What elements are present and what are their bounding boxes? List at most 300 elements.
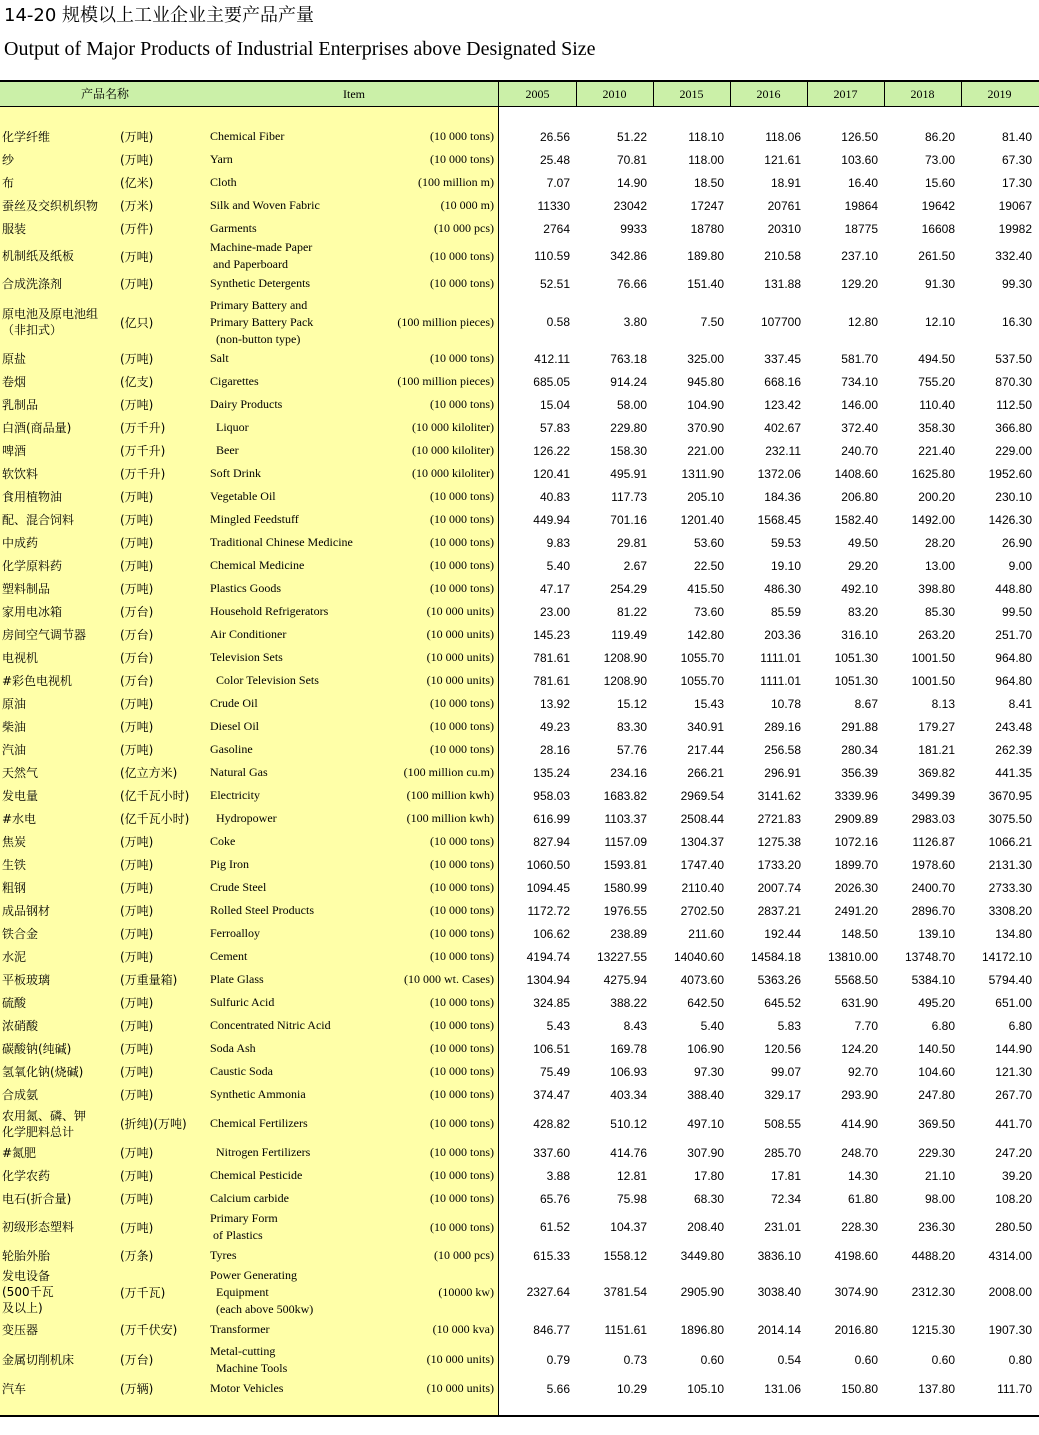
value-cell: 184.36 <box>764 489 801 504</box>
unit-zh: (万台) <box>120 628 154 642</box>
value-cell: 8.41 <box>1008 696 1032 711</box>
unit-zh: (万吨) <box>120 996 154 1010</box>
unit-en: (10 000 tons) <box>430 719 494 733</box>
product-name-en: Crude Steel <box>210 880 267 894</box>
value-cell: 169.78 <box>610 1041 647 1056</box>
unit-en: (10 000 tons) <box>430 152 494 166</box>
product-name-zh: 焦炭 <box>2 834 27 849</box>
value-cell: 1580.99 <box>603 880 647 895</box>
value-cell: 3339.96 <box>834 788 878 803</box>
value-cell: 958.03 <box>533 788 570 803</box>
value-cell: 388.40 <box>687 1087 724 1102</box>
value-cell: 3.80 <box>623 315 647 329</box>
unit-zh: (万吨) <box>120 927 154 941</box>
product-name-en: Cloth <box>210 175 237 189</box>
value-cell: 1978.60 <box>911 857 955 872</box>
product-name-zh: 蚕丝及交织机织物 <box>2 198 99 213</box>
value-cell: 1582.40 <box>834 512 878 527</box>
value-cell: 23.00 <box>539 604 570 619</box>
product-name-en: Garments <box>210 221 257 235</box>
product-name-zh: #氮肥 <box>2 1145 37 1160</box>
value-cell: 5.40 <box>700 1018 724 1033</box>
value-cell: 17.81 <box>770 1168 801 1183</box>
unit-en: (100 million kwh) <box>406 811 494 825</box>
product-name-zh: 家用电冰箱 <box>2 604 63 619</box>
table-row <box>0 370 1039 393</box>
unit-en: (10 000 units) <box>426 1381 494 1395</box>
value-cell: 755.20 <box>918 374 955 389</box>
value-cell: 296.91 <box>764 765 801 780</box>
product-name-zh: 粗钢 <box>2 880 27 895</box>
unit-en: (10 000 tons) <box>430 1116 494 1130</box>
table-row <box>0 577 1039 600</box>
value-cell: 495.91 <box>610 466 647 481</box>
unit-zh: (万台) <box>120 605 154 619</box>
value-cell: 1094.45 <box>526 880 570 895</box>
value-cell: 200.20 <box>918 489 955 504</box>
unit-zh: (万台) <box>120 651 154 665</box>
value-cell: 9.83 <box>546 535 570 550</box>
table-row <box>0 830 1039 853</box>
product-name-zh: 服装 <box>2 221 27 236</box>
value-cell: 40.83 <box>539 489 570 504</box>
unit-en: (10 000 tons) <box>430 535 494 549</box>
unit-zh: (万吨) <box>120 1220 154 1235</box>
table-row <box>0 272 1039 295</box>
value-cell: 28.20 <box>924 535 955 550</box>
value-cell: 19982 <box>998 221 1032 236</box>
unit-zh: (万千升) <box>120 444 166 458</box>
unit-en: (100 million kwh) <box>406 788 494 802</box>
value-cell: 49.50 <box>847 535 878 550</box>
value-cell: 2131.30 <box>988 857 1032 872</box>
unit-zh: (万吨) <box>120 249 154 264</box>
unit-zh: (亿支) <box>120 375 154 389</box>
value-cell: 1372.06 <box>757 466 801 481</box>
value-cell: 0.58 <box>546 315 570 329</box>
value-cell: 131.88 <box>764 276 801 291</box>
value-cell: 1208.90 <box>603 650 647 665</box>
unit-zh: (万吨) <box>120 398 154 412</box>
product-name-en: Color Television Sets <box>210 673 319 687</box>
value-cell: 0.54 <box>777 1352 801 1367</box>
value-cell: 668.16 <box>764 374 801 389</box>
unit-zh: (万条) <box>120 1249 154 1263</box>
unit-zh: (万台) <box>120 1353 154 1367</box>
unit-en: (10 000 units) <box>426 650 494 664</box>
value-cell: 67.30 <box>1001 152 1032 167</box>
value-cell: 5.43 <box>546 1018 570 1033</box>
header-year-divider <box>961 82 962 106</box>
value-cell: 135.24 <box>533 765 570 780</box>
product-name-zh: 平板玻璃 <box>2 972 51 987</box>
product-name-en: Concentrated Nitric Acid <box>210 1018 331 1032</box>
unit-zh: (亿米) <box>120 176 154 190</box>
table-row <box>0 416 1039 439</box>
value-cell: 236.30 <box>918 1220 955 1234</box>
value-cell: 1111.01 <box>760 673 801 688</box>
unit-en: (10 000 tons) <box>430 558 494 572</box>
value-cell: 3074.90 <box>834 1285 878 1299</box>
value-cell: 2110.40 <box>681 880 724 895</box>
product-name-en: Household Refrigerators <box>210 604 329 618</box>
value-cell: 1311.90 <box>681 466 724 481</box>
value-cell: 2702.50 <box>680 903 724 918</box>
value-cell: 248.70 <box>841 1145 878 1160</box>
product-name-zh: 浓硝酸 <box>2 1018 39 1033</box>
value-cell: 1952.60 <box>988 466 1032 481</box>
unit-en: (10 000 tons) <box>430 834 494 848</box>
table-row <box>0 1164 1039 1187</box>
product-name-zh: 农用氮、磷、钾 化学肥料总计 <box>2 1108 87 1139</box>
product-name-en: Motor Vehicles <box>210 1381 284 1395</box>
value-cell: 14.90 <box>616 175 647 190</box>
table-row <box>0 347 1039 370</box>
value-cell: 2909.89 <box>834 811 878 826</box>
product-name-zh: 氢氧化钠(烧碱) <box>2 1064 84 1079</box>
unit-en: (10 000 tons) <box>430 1018 494 1032</box>
product-name-zh: 电视机 <box>2 650 39 665</box>
value-cell: 8.67 <box>854 696 878 711</box>
value-cell: 1558.12 <box>603 1248 647 1263</box>
product-name-zh: 化学农药 <box>2 1168 51 1183</box>
value-cell: 15.43 <box>693 696 724 711</box>
value-cell: 5568.50 <box>834 972 878 987</box>
value-cell: 126.50 <box>841 129 878 144</box>
value-cell: 1060.50 <box>526 857 570 872</box>
unit-zh: (万吨) <box>120 490 154 504</box>
unit-en: (10 000 tons) <box>430 926 494 940</box>
value-cell: 118.00 <box>688 152 724 167</box>
value-cell: 217.44 <box>687 742 724 757</box>
value-cell: 2007.74 <box>757 880 801 895</box>
value-cell: 428.82 <box>533 1116 570 1131</box>
value-cell: 1055.70 <box>680 673 724 688</box>
value-cell: 441.35 <box>995 765 1032 780</box>
value-cell: 5794.40 <box>988 972 1032 987</box>
value-cell: 110.40 <box>919 397 955 412</box>
value-cell: 25.48 <box>539 152 570 167</box>
value-cell: 781.61 <box>533 650 570 665</box>
value-cell: 12.80 <box>847 315 878 329</box>
value-cell: 2896.70 <box>911 903 955 918</box>
unit-en: (10 000 pcs) <box>434 221 494 235</box>
value-cell: 73.00 <box>924 152 955 167</box>
value-cell: 1215.30 <box>911 1322 955 1337</box>
table-title-en: Output of Major Products of Industrial Enterprises above Designated Size <box>4 38 596 60</box>
table-row <box>0 807 1039 830</box>
value-cell: 4194.74 <box>526 949 570 964</box>
value-cell: 91.30 <box>924 276 955 291</box>
unit-zh: (万吨) <box>120 1169 154 1183</box>
table-row <box>0 1106 1039 1141</box>
value-cell: 47.17 <box>539 581 570 596</box>
value-cell: 1055.70 <box>680 650 724 665</box>
unit-en: (10 000 tons) <box>430 129 494 143</box>
unit-en: (10 000 tons) <box>430 512 494 526</box>
value-cell: 139.10 <box>918 926 955 941</box>
header-year: 2019 <box>987 87 1012 101</box>
value-cell: 3075.50 <box>988 811 1032 826</box>
unit-en: (10 000 tons) <box>430 742 494 756</box>
value-cell: 508.55 <box>764 1116 801 1131</box>
unit-en: (10 000 units) <box>426 604 494 618</box>
product-name-zh: 变压器 <box>2 1322 39 1337</box>
table-row <box>0 194 1039 217</box>
product-name-zh: 发电量 <box>2 788 39 803</box>
value-cell: 254.29 <box>610 581 647 596</box>
value-cell: 0.79 <box>546 1352 570 1367</box>
unit-zh: (万辆) <box>120 1382 154 1396</box>
product-name-zh: #水电 <box>2 811 37 826</box>
value-cell: 5.66 <box>546 1381 570 1396</box>
value-cell: 5384.10 <box>911 972 955 987</box>
table-row <box>0 784 1039 807</box>
value-cell: 251.70 <box>995 627 1032 642</box>
value-cell: 356.39 <box>841 765 878 780</box>
value-cell: 29.20 <box>847 558 878 573</box>
value-cell: 734.10 <box>841 374 878 389</box>
product-name-zh: 成品钢材 <box>2 903 51 918</box>
value-cell: 495.20 <box>918 995 955 1010</box>
product-name-en: Power Generating Equipment (each above 500kw) <box>210 1267 314 1316</box>
product-name-en: Gasoline <box>210 742 253 756</box>
value-cell: 1111.01 <box>760 650 801 665</box>
value-cell: 120.41 <box>533 466 570 481</box>
unit-zh: (亿千瓦小时) <box>120 789 190 803</box>
value-cell: 104.37 <box>610 1220 647 1234</box>
unit-en: (10 000 tons) <box>430 1087 494 1101</box>
table-row <box>0 171 1039 194</box>
table-title-zh: 14-20 规模以上工业企业主要产品产量 <box>4 5 315 26</box>
value-cell: 228.30 <box>841 1220 878 1234</box>
value-cell: 119.49 <box>611 627 647 642</box>
value-cell: 210.58 <box>764 249 801 263</box>
value-cell: 1896.80 <box>680 1322 724 1337</box>
value-cell: 4488.20 <box>911 1248 955 1263</box>
unit-zh: (万吨) <box>120 277 154 291</box>
value-cell: 99.50 <box>1001 604 1032 619</box>
product-name-en: Beer <box>210 443 239 457</box>
value-cell: 1208.90 <box>603 673 647 688</box>
table-row <box>0 217 1039 240</box>
value-cell: 1907.30 <box>988 1322 1032 1337</box>
value-cell: 2764 <box>543 221 570 236</box>
value-cell: 240.70 <box>841 443 878 458</box>
value-cell: 3.88 <box>546 1168 570 1183</box>
unit-en: (10 000 tons) <box>430 1145 494 1159</box>
value-cell: 17247 <box>690 198 724 213</box>
value-cell: 9.00 <box>1008 558 1032 573</box>
unit-en: (10 000 kva) <box>432 1322 494 1336</box>
value-cell: 6.80 <box>931 1018 955 1033</box>
table-row <box>0 715 1039 738</box>
value-cell: 73.60 <box>693 604 724 619</box>
table-row <box>0 125 1039 148</box>
value-cell: 3670.95 <box>988 788 1032 803</box>
table-row <box>0 1210 1039 1244</box>
value-cell: 65.76 <box>539 1191 570 1206</box>
product-name-en: Pig Iron <box>210 857 249 871</box>
product-name-en: Electricity <box>210 788 260 802</box>
value-cell: 29.81 <box>616 535 647 550</box>
value-cell: 3836.10 <box>757 1248 801 1263</box>
value-cell: 237.10 <box>841 249 878 263</box>
value-cell: 129.20 <box>841 276 878 291</box>
value-cell: 325.00 <box>687 351 724 366</box>
value-cell: 134.80 <box>995 926 1032 941</box>
product-name-en: Liquor <box>210 420 249 434</box>
unit-zh: (亿只) <box>120 315 154 330</box>
unit-en: (10 000 kiloliter) <box>412 420 494 434</box>
unit-zh: (万千升) <box>120 421 166 435</box>
value-cell: 372.40 <box>841 420 878 435</box>
value-cell: 369.50 <box>918 1116 955 1131</box>
value-cell: 192.44 <box>764 926 801 941</box>
value-cell: 1051.30 <box>834 673 878 688</box>
value-cell: 19067 <box>998 198 1032 213</box>
value-cell: 1408.60 <box>834 466 878 481</box>
product-name-zh: 轮胎外胎 <box>2 1248 51 1263</box>
table-row <box>0 853 1039 876</box>
value-cell: 123.42 <box>764 397 801 412</box>
unit-en: (10 000 tons) <box>430 1064 494 1078</box>
header-year-divider <box>807 82 808 106</box>
product-name-en: Traditional Chinese Medicine <box>210 535 353 549</box>
product-name-en: Metal-cutting Machine Tools <box>210 1343 288 1375</box>
value-cell: 2327.64 <box>526 1285 570 1299</box>
value-cell: 0.80 <box>1008 1352 1032 1367</box>
value-cell: 2491.20 <box>834 903 878 918</box>
value-cell: 945.80 <box>687 374 724 389</box>
unit-en: (10 000 tons) <box>430 581 494 595</box>
value-cell: 61.52 <box>539 1220 570 1234</box>
value-cell: 26.90 <box>1001 535 1032 550</box>
product-name-zh: 水泥 <box>2 949 27 964</box>
header-year-divider <box>730 82 731 106</box>
value-cell: 230.10 <box>995 489 1032 504</box>
unit-en: (10 000 wt. Cases) <box>404 972 494 986</box>
unit-en: (10 000 units) <box>426 627 494 641</box>
product-name-en: Vegetable Oil <box>210 489 276 503</box>
product-name-zh: 柴油 <box>2 719 27 734</box>
value-cell: 441.70 <box>995 1116 1032 1131</box>
value-cell: 291.88 <box>841 719 878 734</box>
value-cell: 2026.30 <box>834 880 878 895</box>
header-year: 2015 <box>679 87 704 101</box>
value-cell: 280.50 <box>995 1220 1032 1234</box>
product-name-en: Caustic Soda <box>210 1064 273 1078</box>
value-cell: 537.50 <box>995 351 1032 366</box>
product-name-zh: 天然气 <box>2 765 39 780</box>
table-row <box>0 1187 1039 1210</box>
table-row <box>0 1060 1039 1083</box>
product-name-en: Ferroalloy <box>210 926 260 940</box>
value-cell: 1593.81 <box>603 857 647 872</box>
product-name-en: Soft Drink <box>210 466 261 480</box>
value-cell: 3141.62 <box>757 788 801 803</box>
value-cell: 110.59 <box>534 249 570 263</box>
unit-en: (100 million cu.m) <box>403 765 494 779</box>
value-cell: 53.60 <box>693 535 724 550</box>
product-name-zh: 乳制品 <box>2 397 39 412</box>
product-name-en: Yarn <box>210 152 233 166</box>
unit-zh: (万吨) <box>120 513 154 527</box>
product-name-en: Dairy Products <box>210 397 283 411</box>
value-cell: 1051.30 <box>834 650 878 665</box>
product-name-en: Chemical Fiber <box>210 129 285 143</box>
value-cell: 179.27 <box>918 719 955 734</box>
value-cell: 221.00 <box>687 443 724 458</box>
value-cell: 13.00 <box>924 558 955 573</box>
value-cell: 448.80 <box>995 581 1032 596</box>
product-name-zh: 卷烟 <box>2 374 27 389</box>
value-cell: 1151.61 <box>604 1322 647 1337</box>
value-cell: 3499.39 <box>911 788 955 803</box>
value-cell: 332.40 <box>995 249 1032 263</box>
value-cell: 16.40 <box>847 175 878 190</box>
value-cell: 4314.00 <box>988 1248 1032 1263</box>
value-cell: 238.89 <box>610 926 647 941</box>
value-cell: 642.50 <box>687 995 724 1010</box>
product-name-en: Television Sets <box>210 650 283 664</box>
value-cell: 11330 <box>537 198 570 213</box>
value-cell: 1568.45 <box>757 512 801 527</box>
value-cell: 140.50 <box>918 1041 955 1056</box>
value-cell: 39.20 <box>1001 1168 1032 1183</box>
value-cell: 8.13 <box>931 696 955 711</box>
value-cell: 415.50 <box>687 581 724 596</box>
unit-zh: (万千升) <box>120 467 166 481</box>
value-cell: 5.40 <box>546 558 570 573</box>
value-cell: 112.50 <box>996 397 1032 412</box>
value-cell: 631.90 <box>841 995 878 1010</box>
value-cell: 370.90 <box>687 420 724 435</box>
value-cell: 581.70 <box>841 351 878 366</box>
product-name-zh: 软饮料 <box>2 466 39 481</box>
table-row <box>0 876 1039 899</box>
table-row <box>0 1141 1039 1164</box>
value-cell: 6.80 <box>1008 1018 1032 1033</box>
value-cell: 142.80 <box>687 627 724 642</box>
value-cell: 208.40 <box>687 1220 724 1234</box>
value-cell: 289.16 <box>764 719 801 734</box>
value-cell: 81.22 <box>616 604 647 619</box>
product-name-zh: 原油 <box>2 696 27 711</box>
unit-zh: (万吨) <box>120 352 154 366</box>
unit-en: (100 million pieces) <box>397 314 494 329</box>
header-year: 2017 <box>833 87 858 101</box>
value-cell: 1172.72 <box>527 903 570 918</box>
product-name-zh: 原盐 <box>2 351 27 366</box>
product-name-zh: 生铁 <box>2 857 27 872</box>
value-cell: 21.10 <box>924 1168 955 1183</box>
value-cell: 4275.94 <box>603 972 647 987</box>
value-cell: 15.12 <box>616 696 647 711</box>
product-name-zh: 房间空气调节器 <box>2 627 87 642</box>
value-cell: 15.04 <box>539 397 570 412</box>
value-cell: 75.49 <box>539 1064 570 1079</box>
table-row <box>0 240 1039 272</box>
value-cell: 0.60 <box>854 1352 878 1367</box>
value-cell: 229.80 <box>610 420 647 435</box>
value-cell: 10.78 <box>770 696 801 711</box>
header-year: 2005 <box>525 87 550 101</box>
value-cell: 59.53 <box>770 535 801 550</box>
product-name-zh: 金属切削机床 <box>2 1352 75 1367</box>
unit-zh: (万千瓦) <box>120 1285 166 1300</box>
value-cell: 14040.60 <box>673 949 724 964</box>
